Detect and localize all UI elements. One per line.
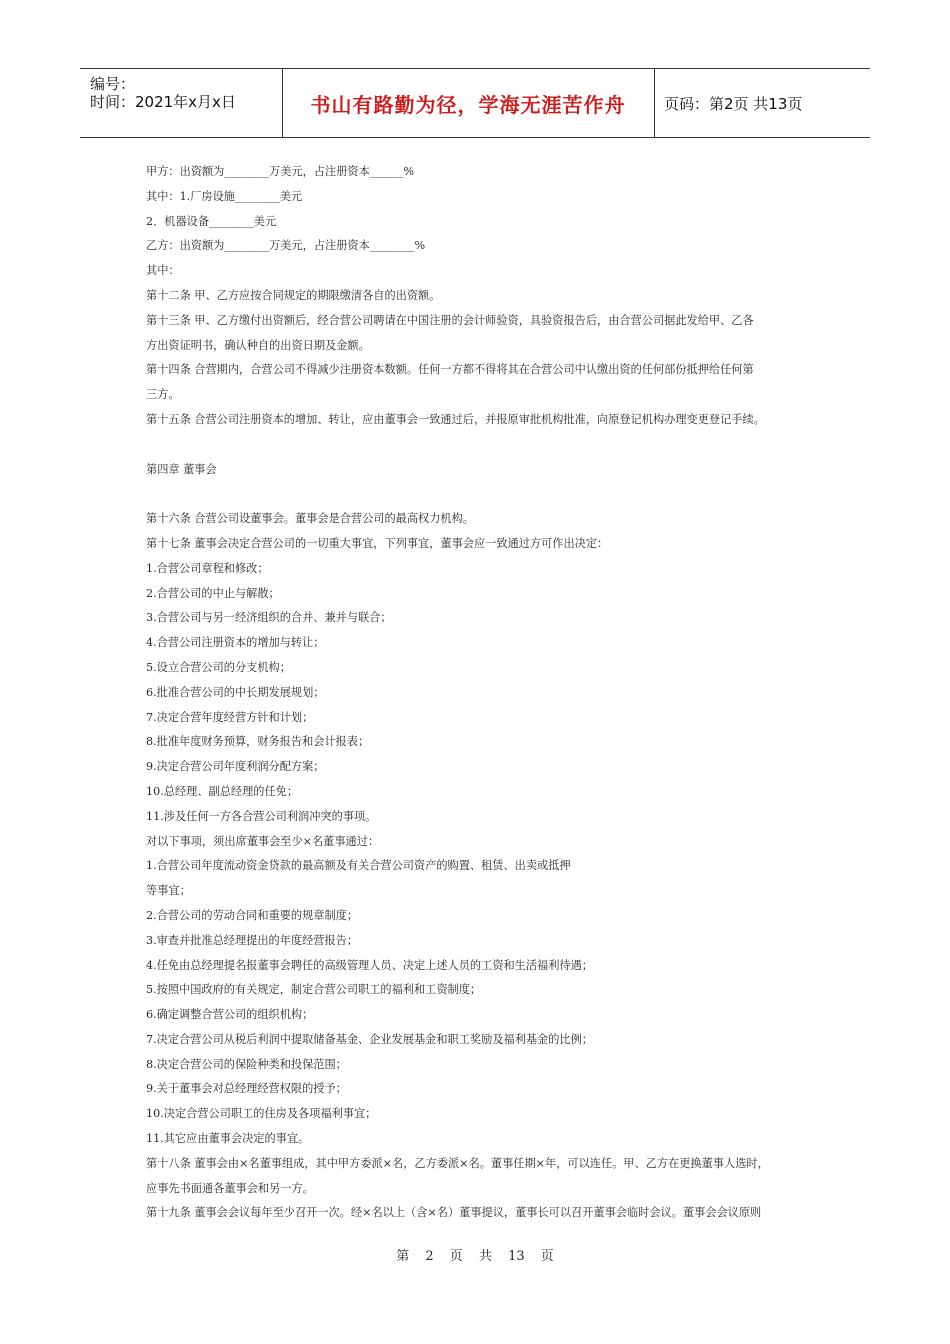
paragraph-line: 11.涉及任何一方各合营公司利润冲突的事项。 — [146, 809, 377, 823]
paragraph-line: 其中： — [146, 264, 180, 278]
blank-line — [146, 482, 816, 507]
paragraph-line: 对以下事项，须出席董事会至少×名董事通过： — [146, 834, 380, 848]
paragraph-line: 6.确定调整合营公司的组织机构； — [146, 1008, 314, 1022]
paragraph-line: 第十二条 甲、乙方应按合同规定的期限缴清各自的出资额。 — [146, 288, 441, 302]
paragraph-line: 11.其它应由董事会决定的事宜。 — [146, 1132, 310, 1146]
paragraph-line: 第十三条 甲、乙方缴付出资额后，经合营公司聘请在中国注册的会计师验资，具验资报告后，由合营公司据此发给甲、乙各 — [146, 313, 754, 327]
paragraph-line: 第十六条 合营公司设董事会。董事会是合营公司的最高权力机构。 — [146, 512, 474, 526]
paragraph-line: 其中：1.厂房设施________美元 — [146, 189, 303, 203]
paragraph-line: 5.设立合营公司的分支机构； — [146, 660, 291, 674]
paragraph-line: 1.合营公司章程和修改； — [146, 561, 269, 575]
paragraph-line: 6.批准合营公司的中长期发展规划； — [146, 685, 325, 699]
paragraph-line: 第十四条 合营期内，合营公司不得减少注册资本数额。任何一方都不得将其在合营公司中认缴出资的任何部份抵押给任何第 — [146, 363, 754, 377]
footer-page-number: 2 — [425, 1249, 434, 1264]
paragraph-line: 2．机器设备________美元 — [146, 214, 277, 228]
footer-word: 页 — [449, 1249, 463, 1264]
page-footer — [0, 1245, 950, 1264]
header-motto: 书山有路勤为径，学海无涯苦作舟 — [310, 92, 626, 117]
paragraph-line: 3.审查并批准总经理提出的年度经营报告； — [146, 933, 359, 947]
paragraph-line: 第十七条 董事会决定合营公司的一切重大事宜，下列事宜，董事会应一致通过方可作出决定： — [146, 536, 609, 550]
paragraph-line: 4.合营公司注册资本的增加与转让； — [146, 636, 325, 650]
paragraph-line: 10.决定合营公司职工的住房及各项福利事宜； — [146, 1107, 377, 1121]
paragraph-line: 3.合营公司与另一经济组织的合并、兼并与联合； — [146, 611, 392, 625]
footer-word: 第 — [396, 1249, 410, 1264]
paragraph-line: 9.决定合营公司年度利润分配方案； — [146, 760, 325, 774]
header-motto-cell — [282, 69, 655, 137]
paragraph-line: 三方。 — [146, 388, 180, 402]
paragraph-line: 7.决定合营年度经营方针和计划； — [146, 710, 314, 724]
paragraph-line: 方出资证明书，确认种自的出资日期及金额。 — [146, 338, 370, 352]
paragraph-line: 2.合营公司的劳动合同和重要的规章制度； — [146, 908, 359, 922]
paragraph-line: 8.决定合营公司的保险种类和投保范围； — [146, 1057, 347, 1071]
paragraph-line: 第十九条 董事会会议每年至少召开一次。经×名以上（含×名）董事提议，董事长可以召开董事会临时会议。董事会会议原则 — [146, 1206, 762, 1220]
paragraph-line: 第十五条 合营公司注册资本的增加、转让，应由董事会一致通过后，并报原审批机构批准，向原登记机构办理变更登记手续。 — [146, 412, 765, 426]
paragraph-line: 乙方：出资额为________万美元，占注册资本________% — [146, 239, 426, 253]
paragraph-line: 8.批准年度财务预算，财务报告和会计报表； — [146, 735, 370, 749]
blank-line — [146, 433, 816, 458]
page-header — [80, 68, 870, 138]
footer-word: 共 — [478, 1249, 492, 1264]
paragraph-line: 1.合营公司年度流动资金贷款的最高额及有关合营公司资产的购置、租赁、出卖或抵押 — [146, 859, 571, 873]
paragraph-line: 等事宜； — [146, 884, 191, 898]
paragraph-line: 应事先书面通各董事会和另一方。 — [146, 1181, 314, 1195]
header-info-cell — [80, 69, 283, 137]
paragraph-line: 5.按照中国政府的有关规定，制定合营公司职工的福利和工资制度； — [146, 983, 482, 997]
paragraph-line: 2.合营公司的中止与解散； — [146, 586, 280, 600]
chapter-heading: 第四章 董事会 — [146, 462, 217, 476]
document-body — [146, 160, 816, 1226]
document-number-label: 编号： — [90, 75, 136, 93]
paragraph-line: 10.总经理、副总经理的任免； — [146, 784, 299, 798]
paragraph-line: 9.关于董事会对总经理经营权限的授予； — [146, 1082, 347, 1096]
document-time-label: 时间：2021年x月x日 — [90, 93, 236, 111]
footer-word: 页 — [540, 1249, 554, 1264]
paragraph-line: 第十八条 董事会由×名董事组成，其中甲方委派×名，乙方委派×名。董事任期×年，可以连任。甲、乙方在更换董事人选时， — [146, 1156, 769, 1170]
paragraph-line: 7.决定合营公司从税后利润中提取储备基金、企业发展基金和职工奖励及福利基金的比例； — [146, 1032, 593, 1046]
header-page-info: 页码：第2页 共13页 — [664, 94, 803, 113]
paragraph-line: 4.任免由总经理提名报董事会聘任的高级管理人员、决定上述人员的工资和生活福利待遇； — [146, 958, 593, 972]
paragraph-line: 甲方：出资额为________万美元，占注册资本______% — [146, 165, 414, 178]
footer-total-pages: 13 — [508, 1249, 525, 1264]
header-page-cell — [656, 69, 870, 137]
